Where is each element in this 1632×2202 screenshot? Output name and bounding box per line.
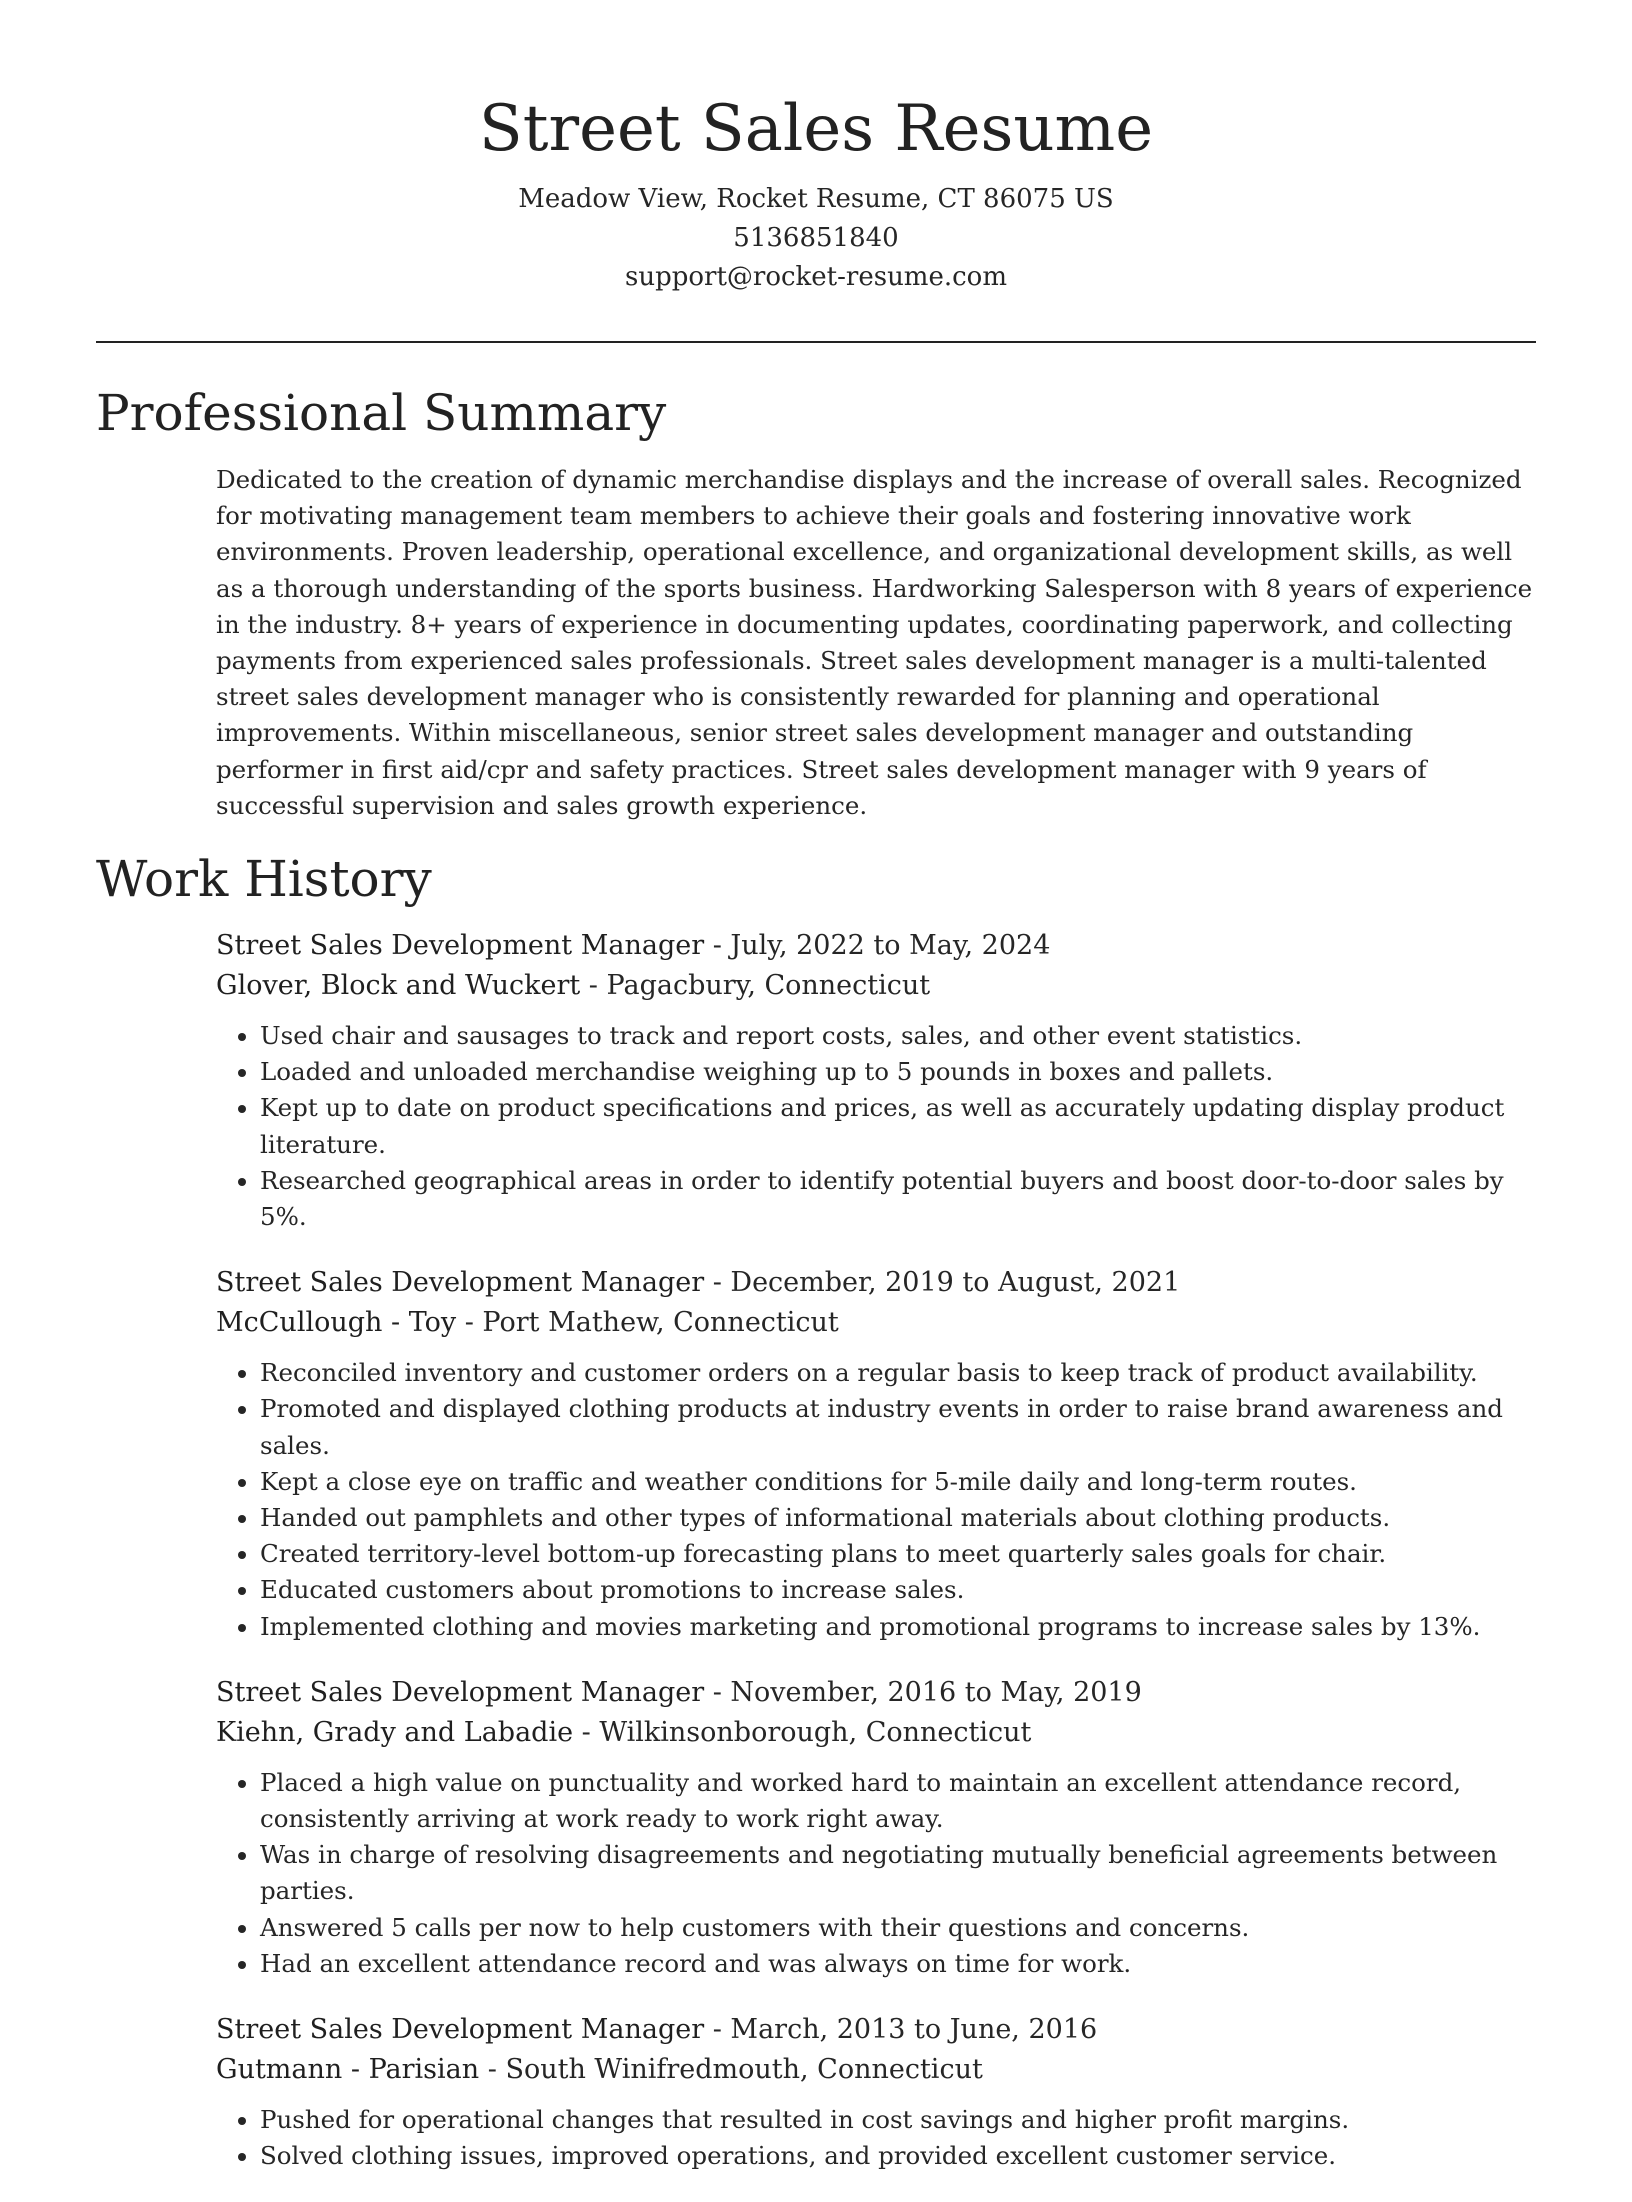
job-company-line: Kiehn, Grady and Labadie - Wilkinsonborough, Connecticut <box>216 1716 1032 1748</box>
job-company: Gutmann - Parisian <box>216 2054 480 2086</box>
duty-item: • Kept up to date on product specifications and prices, as well as accurately updating display product literature. <box>260 1090 1536 1162</box>
job-duties <box>216 1018 1536 1235</box>
duty-item: • Implemented clothing and movies marketing and promotional programs to increase sales by 13%. <box>260 1609 1536 1645</box>
job-location: Port Mathew, Connecticut <box>482 1307 839 1339</box>
job-dates: December, 2019 to August, 2021 <box>730 1267 1181 1299</box>
job-title-line: Street Sales Development Manager - March, 2013 to June, 2016 <box>216 2014 1098 2046</box>
work-history-heading: Work History <box>96 850 432 908</box>
job-role: Street Sales Development Manager <box>216 1267 705 1299</box>
job-entry <box>216 2010 1536 2174</box>
duty-item: • Kept a close eye on traffic and weather conditions for 5-mile daily and long-term routes. <box>260 1464 1536 1500</box>
duty-item: • Answered 5 calls per now to help customers with their questions and concerns. <box>260 1910 1536 1946</box>
job-title-line: Street Sales Development Manager - July, 2022 to May, 2024 <box>216 930 1051 961</box>
contact-email: support@rocket-resume.com <box>624 262 1007 292</box>
job-entry <box>216 926 1536 1235</box>
job-dates: March, 2013 to June, 2016 <box>730 2014 1098 2046</box>
job-duties <box>216 2102 1536 2174</box>
job-role: Street Sales Development Manager <box>216 930 705 961</box>
duty-item: • Placed a high value on punctuality and worked hard to maintain an excellent attendance record, consistently arriving at work ready to work right away. <box>260 1765 1536 1837</box>
job-title-line: Street Sales Development Manager - November, 2016 to May, 2019 <box>216 1676 1142 1708</box>
duty-item: • Solved clothing issues, improved operations, and provided excellent customer service. <box>260 2138 1536 2174</box>
job-entry <box>216 1673 1536 1982</box>
resume-name: Street Sales Resume <box>478 92 1154 166</box>
job-company: McCullough - Toy <box>216 1307 457 1339</box>
contact-phone: 5136851840 <box>733 223 899 253</box>
duty-item: • Was in charge of resolving disagreements and negotiating mutually beneficial agreements between parties. <box>260 1837 1536 1909</box>
job-location: Pagacbury, Connecticut <box>606 970 931 1001</box>
duty-item: • Created territory-level bottom-up forecasting plans to meet quarterly sales goals for chair. <box>260 1536 1536 1572</box>
job-dates: July, 2022 to May, 2024 <box>730 930 1051 961</box>
duty-item: • Pushed for operational changes that resulted in cost savings and higher profit margins. <box>260 2102 1536 2138</box>
contact-address: Meadow View, Rocket Resume, CT 86075 US <box>518 184 1114 214</box>
summary-text: Dedicated to the creation of dynamic merchandise displays and the increase of overall sales. Recognized for motivating management team members to achieve their goals and fostering innovative work environments. Proven leadership, operational excellence, and organizational development skills, as well as a thorough understanding of the sports business. Hardworking Salesperson with 8 years of experience in the industry. 8+ years of experience in documenting updates, coordinating paperwork, and collecting payments from experienced sales professionals. Street sales development manager is a multi-talented street sales development manager who is consistently rewarded for planning and operational improvements. Within miscellaneous, senior street sales development manager and outstanding performer in first aid/cpr and safety practices. Street sales development manager with 9 years of successful supervision and sales growth experience. <box>216 465 1533 820</box>
work-history-list <box>216 926 1536 2202</box>
job-location: Wilkinsonborough, Connecticut <box>599 1716 1032 1748</box>
duty-item: • Promoted and displayed clothing products at industry events in order to raise brand awareness and sales. <box>260 1391 1536 1463</box>
job-company-line: Glover, Block and Wuckert - Pagacbury, Connecticut <box>216 970 931 1001</box>
job-dates: November, 2016 to May, 2019 <box>730 1676 1142 1708</box>
job-company-line: Gutmann - Parisian - South Winifredmouth, Connecticut <box>216 2054 983 2086</box>
duty-item: • Reconciled inventory and customer orders on a regular basis to keep track of product availability. <box>260 1355 1536 1391</box>
job-entry <box>216 1263 1536 1645</box>
summary-heading: Professional Summary <box>96 384 667 442</box>
job-title-line: Street Sales Development Manager - December, 2019 to August, 2021 <box>216 1267 1181 1299</box>
header-divider <box>96 341 1536 343</box>
duty-item: • Educated customers about promotions to increase sales. <box>260 1572 1536 1608</box>
job-duties <box>216 1765 1536 1982</box>
job-role: Street Sales Development Manager <box>216 2014 705 2046</box>
contact-block <box>0 180 1632 297</box>
duty-item: • Handed out pamphlets and other types of informational materials about clothing products. <box>260 1500 1536 1536</box>
job-role: Street Sales Development Manager <box>216 1676 705 1708</box>
duty-item: • Researched geographical areas in order to identify potential buyers and boost door-to-door sales by 5%. <box>260 1163 1536 1235</box>
job-company-line: McCullough - Toy - Port Mathew, Connecticut <box>216 1307 839 1339</box>
job-location: South Winifredmouth, Connecticut <box>505 2054 983 2086</box>
duty-item: • Loaded and unloaded merchandise weighing up to 5 pounds in boxes and pallets. <box>260 1054 1536 1090</box>
job-company: Glover, Block and Wuckert <box>216 970 581 1001</box>
duty-item: • Had an excellent attendance record and was always on time for work. <box>260 1946 1536 1982</box>
duty-item: • Used chair and sausages to track and report costs, sales, and other event statistics. <box>260 1018 1536 1054</box>
job-duties <box>216 1355 1536 1645</box>
resume-header <box>0 0 1632 297</box>
job-company: Kiehn, Grady and Labadie <box>216 1716 574 1748</box>
